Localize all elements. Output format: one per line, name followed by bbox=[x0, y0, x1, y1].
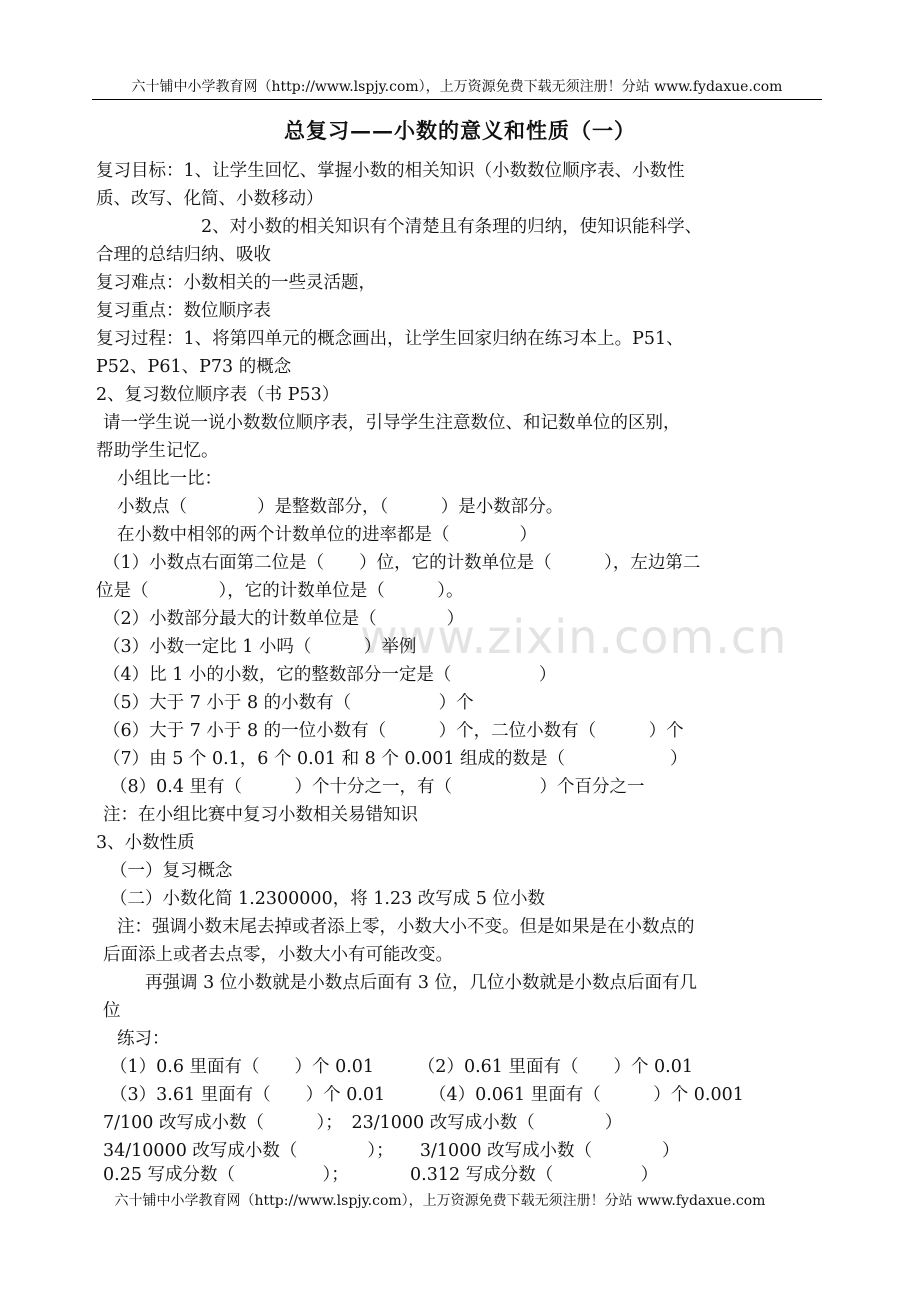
body-line: （一）复习概念 bbox=[110, 861, 233, 881]
body-line: （2）小数部分最大的计数单位是（ ） bbox=[103, 609, 465, 629]
body-line: 7/100 改写成小数（ ）； 23/1000 改写成小数（ ） bbox=[103, 1113, 623, 1133]
body-line: （5）大于 7 小于 8 的小数有（ ）个 bbox=[103, 693, 474, 713]
watermark: www.zixin.com.cn bbox=[360, 610, 788, 664]
body-line: （3）3.61 里面有（ ）个 0.01 （4）0.061 里面有（ ）个 0.001 bbox=[110, 1085, 744, 1105]
body-line: 小组比一比： bbox=[117, 469, 222, 489]
body-line: 3、小数性质 bbox=[96, 833, 195, 853]
body-line: （3）小数一定比 1 小吗（ ）举例 bbox=[103, 637, 417, 657]
body-line: 合理的总结归纳、吸收 bbox=[96, 245, 271, 265]
body-line: 请一学生说一说小数数位顺序表，引导学生注意数位、和记数单位的区别， bbox=[103, 413, 681, 433]
document-title: 总复习——小数的意义和性质（一） bbox=[284, 118, 636, 143]
body-line: 注：在小组比赛中复习小数相关易错知识 bbox=[103, 805, 418, 825]
body-line: （二）小数化简 1.2300000，将 1.23 改写成 5 位小数 bbox=[110, 889, 546, 909]
body-line: 练习： bbox=[117, 1029, 170, 1049]
body-line: （7）由 5 个 0.1，6 个 0.01 和 8 个 0.001 组成的数是（ ） bbox=[103, 749, 688, 769]
body-line: （8）0.4 里有（ ）个十分之一，有（ ）个百分之一 bbox=[110, 777, 645, 797]
body-line: 34/10000 改写成小数（ ）； 3/1000 改写成小数（ ） bbox=[103, 1141, 680, 1161]
body-line: （4）比 1 小的小数，它的整数部分一定是（ ） bbox=[103, 665, 557, 685]
body-line: 质、改写、化简、小数移动） bbox=[96, 189, 324, 209]
body-line: 复习难点：小数相关的一些灵活题， bbox=[96, 273, 376, 293]
body-line: 在小数中相邻的两个计数单位的进率都是（ ） bbox=[117, 525, 537, 545]
body-line: 注：强调小数末尾去掉或者添上零，小数大小不变。但是如果是在小数点的 bbox=[117, 917, 695, 937]
page-footer: 六十铺中小学教育网（http://www.lspjy.com），上万资源免费下载无须注册！分站 www.fydaxue.com bbox=[114, 1193, 766, 1209]
body-line: 位是（ ），它的计数单位是（ ）。 bbox=[96, 581, 464, 601]
body-line: （1）0.6 里面有（ ）个 0.01 （2）0.61 里面有（ ）个 0.01 bbox=[110, 1057, 693, 1077]
body-line: 再强调 3 位小数就是小数点后面有 3 位，几位小数就是小数点后面有几 bbox=[145, 973, 698, 993]
body-line: （1）小数点右面第二位是（ ）位，它的计数单位是（ ），左边第二 bbox=[103, 553, 701, 573]
body-line: 后面添上或者去点零，小数大小有可能改变。 bbox=[103, 945, 453, 965]
body-line: P52、P61、P73 的概念 bbox=[96, 357, 292, 377]
body-line: 0.25 写成分数（ ）； 0.312 写成分数（ ） bbox=[103, 1165, 659, 1185]
body-line: 复习过程：1、将第四单元的概念画出，让学生回家归纳在练习本上。P51、 bbox=[96, 329, 684, 349]
body-line: （6）大于 7 小于 8 的一位小数有（ ）个，二位小数有（ ）个 bbox=[103, 721, 684, 741]
body-line: 帮助学生记忆。 bbox=[96, 441, 219, 461]
body-line: 2、复习数位顺序表（书 P53） bbox=[96, 385, 340, 405]
body-line: 2、对小数的相关知识有个清楚且有条理的归纳，使知识能科学、 bbox=[201, 217, 703, 237]
page-header: 六十铺中小学教育网（http://www.lspjy.com），上万资源免费下载无须注册！分站 www.fydaxue.com bbox=[92, 77, 822, 100]
body-line: 小数点（ ）是整数部分，（ ）是小数部分。 bbox=[117, 497, 564, 517]
body-line: 位 bbox=[103, 1001, 121, 1021]
body-line: 复习重点：数位顺序表 bbox=[96, 301, 271, 321]
body-line: 复习目标：1、让学生回忆、掌握小数的相关知识（小数数位顺序表、小数性 bbox=[96, 161, 685, 181]
